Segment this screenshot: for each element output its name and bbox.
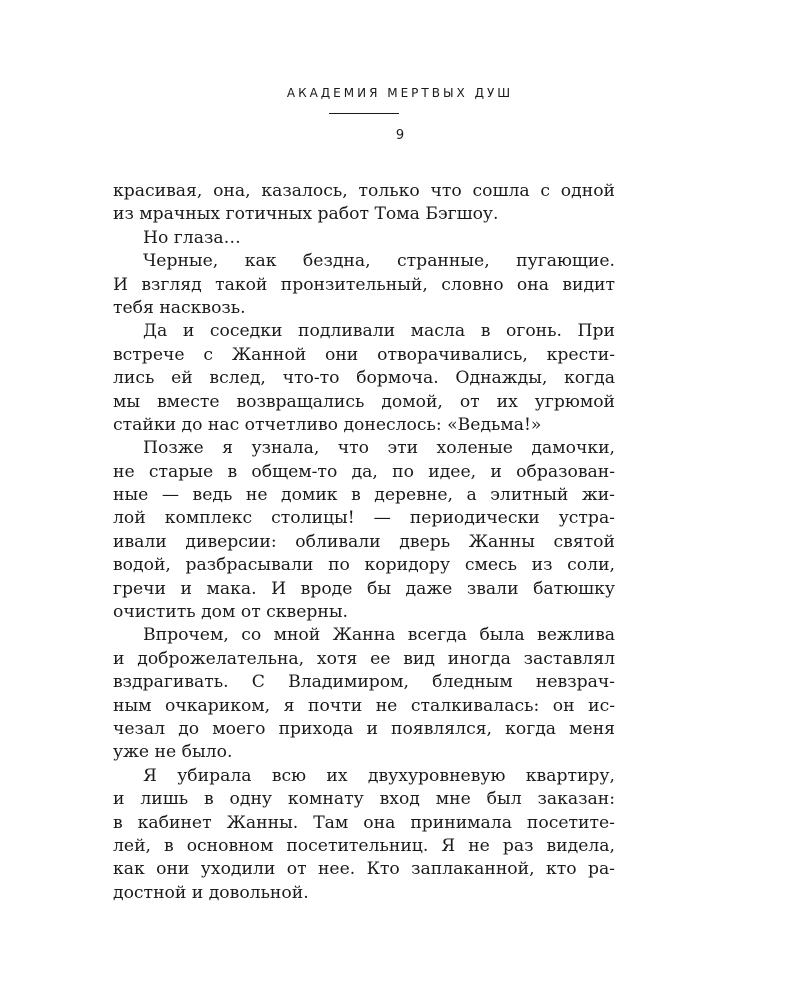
text-line: ным очкариком, я почти не сталкивалась: он ис- xyxy=(113,695,615,716)
text-line: и лишь в одну комнату вход мне был заказан: xyxy=(113,789,615,810)
text-line: лей, в основном посетительниц. Я не раз видела, xyxy=(113,835,615,856)
text-line: водой, разбрасывали по коридору смесь из соли, xyxy=(113,555,615,576)
text-line: лой комплекс столицы! — периодически устра- xyxy=(113,508,615,529)
text-line: встрече с Жанной они отворачивались, крести- xyxy=(113,344,615,365)
text-line: ивали диверсии: обливали дверь Жанны святой xyxy=(113,531,615,552)
page-number: 9 xyxy=(395,128,405,143)
text-line: как они уходили от нее. Кто заплаканной, кто ра- xyxy=(113,859,615,880)
text-line: в кабинет Жанны. Там она принимала посетите- xyxy=(113,812,615,833)
text-line: гречи и мака. И вроде бы даже звали батюшку xyxy=(113,578,615,599)
text-line: красивая, она, казалось, только что сошла с одной xyxy=(113,181,615,201)
text-line: Я убирала всю их двухуровневую квартиру, xyxy=(143,765,615,786)
text-line: вздрагивать. С Владимиром, бледным невзрач- xyxy=(113,672,615,693)
text-line: уже не было. xyxy=(113,742,233,763)
text-line: чезал до моего прихода и появлялся, когда меня xyxy=(113,718,615,739)
text-line: очистить дом от скверны. xyxy=(113,602,348,623)
header-rule xyxy=(329,113,399,114)
text-line: И взгляд такой пронзительный, словно она видит xyxy=(113,274,615,295)
text-line: Впрочем, со мной Жанна всегда была вежлива xyxy=(143,625,615,646)
text-line: и доброжелательна, хотя ее вид иногда заставлял xyxy=(113,648,615,669)
text-line: Да и соседки подливали масла в огонь. При xyxy=(143,321,615,342)
text-line: тебя насквозь. xyxy=(113,297,246,318)
text-line: ные — ведь не домик в деревне, а элитный жи- xyxy=(113,485,615,506)
text-line: Позже я узнала, что эти холеные дамочки, xyxy=(143,438,615,459)
text-line: Черные, как бездна, странные, пугающие. xyxy=(143,251,615,272)
text-line: лись ей вслед, что-то бормоча. Однажды, когда xyxy=(113,368,615,389)
running-title: АКАДЕМИЯ МЕРТВЫХ ДУШ xyxy=(286,86,514,100)
body-text xyxy=(113,180,615,905)
text-line: не старые в общем-то да, по идее, и образован- xyxy=(113,461,615,482)
text-line: мы вместе возвращались домой, от их угрюмой xyxy=(113,391,615,412)
text-line: достной и довольной. xyxy=(113,882,309,903)
text-line: из мрачных готичных работ Тома Бэгшоу. xyxy=(113,204,499,225)
text-line: Но глаза… xyxy=(143,227,241,248)
text-line: стайки до нас отчетливо донеслось: «Ведьма!» xyxy=(113,414,542,435)
